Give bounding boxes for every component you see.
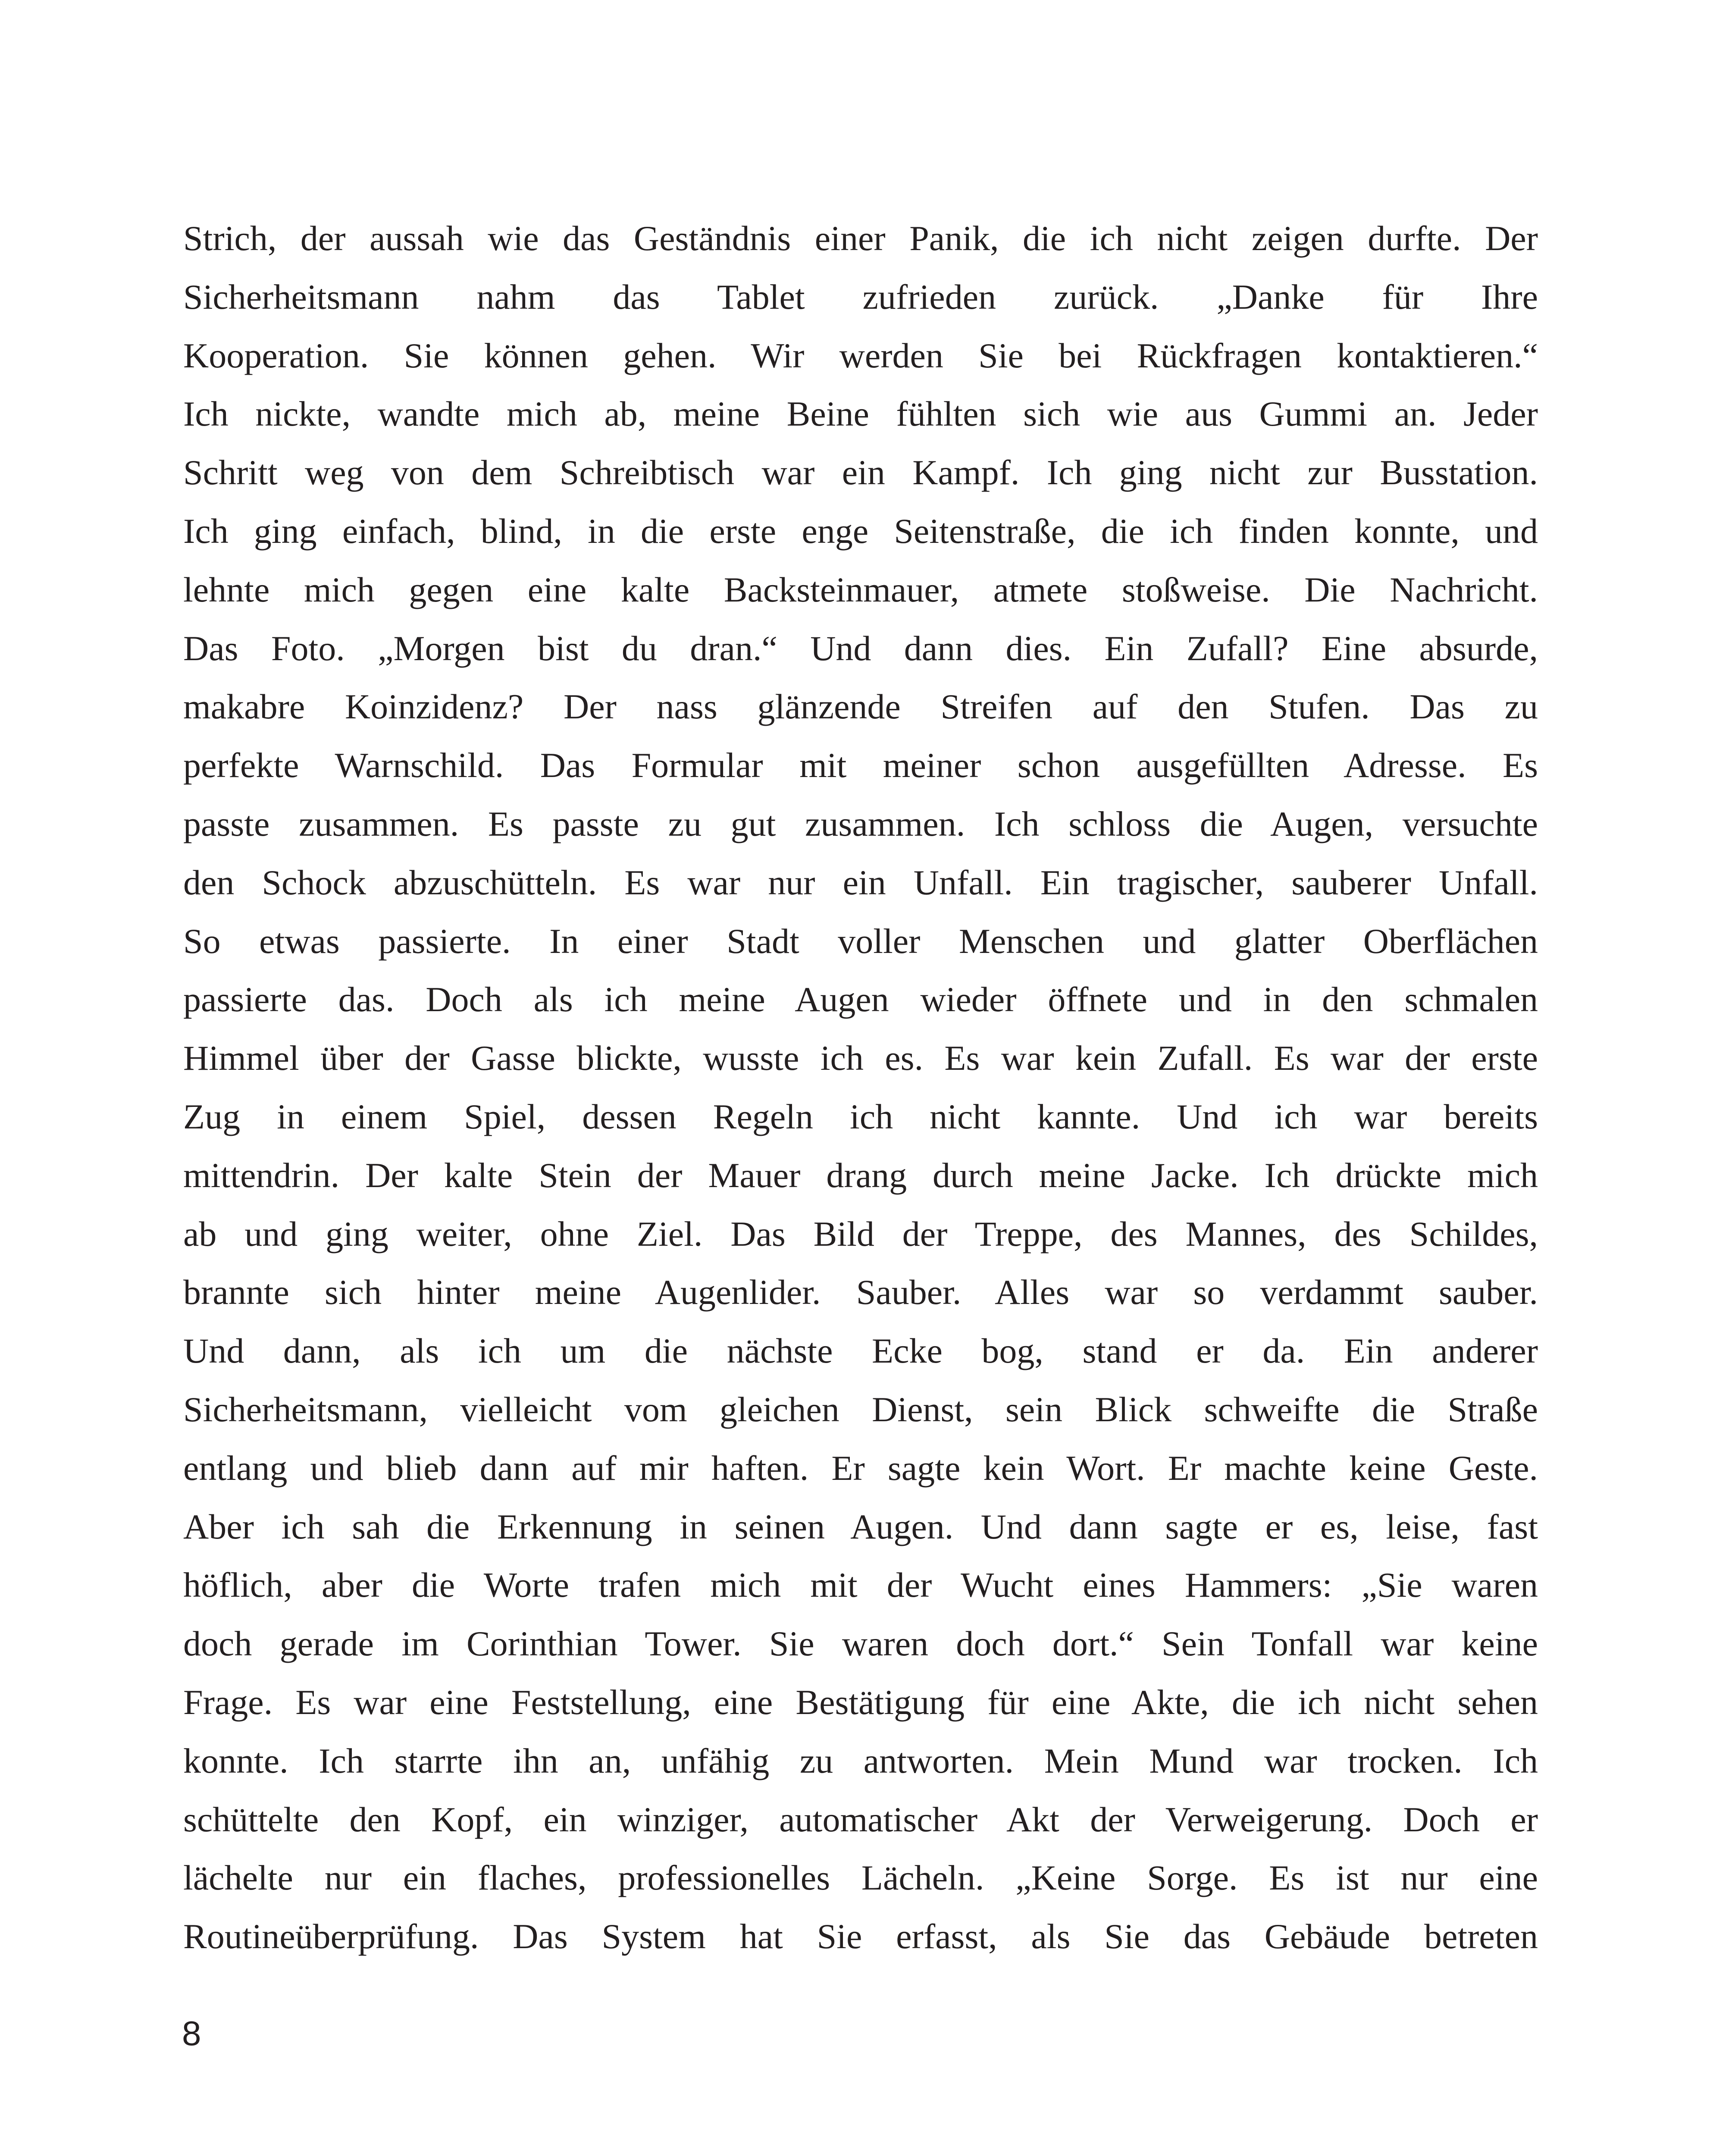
text-line: den Schock abzuschütteln. Es war nur ein Unfall. Ein tragischer, sauberer Unfall. [183, 862, 1538, 902]
text-line: Kooperation. Sie können gehen. Wir werden Sie bei Rückfragen kontaktieren.“ [183, 335, 1538, 375]
text-line: schüttelte den Kopf, ein winziger, automatischer Akt der Verweigerung. Doch er [183, 1799, 1538, 1839]
body-paragraph [183, 209, 1538, 1966]
text-line: So etwas passierte. In einer Stadt voller Menschen und glatter Oberflächen [183, 921, 1538, 961]
text-line: lächelte nur ein flaches, professionelles Lächeln. „Keine Sorge. Es ist nur eine [183, 1858, 1538, 1898]
text-line: Zug in einem Spiel, dessen Regeln ich nicht kannte. Und ich war bereits [183, 1097, 1538, 1136]
text-line: doch gerade im Corinthian Tower. Sie waren doch dort.“ Sein Tonfall war keine [183, 1624, 1538, 1664]
text-line: makabre Koinzidenz? Der nass glänzende Streifen auf den Stufen. Das zu [183, 687, 1538, 727]
text-line: entlang und blieb dann auf mir haften. Er sagte kein Wort. Er machte keine Geste. [183, 1448, 1538, 1488]
text-line: Schritt weg von dem Schreibtisch war ein Kampf. Ich ging nicht zur Busstation. [183, 453, 1538, 492]
text-line: Ich ging einfach, blind, in die erste enge Seitenstraße, die ich finden konnte, und [183, 511, 1538, 551]
text-line: passte zusammen. Es passte zu gut zusammen. Ich schloss die Augen, versuchte [183, 804, 1538, 843]
text-line: Und dann, als ich um die nächste Ecke bog, stand er da. Ein anderer [183, 1331, 1538, 1371]
text-line: lehnte mich gegen eine kalte Backsteinmauer, atmete stoßweise. Die Nachricht. [183, 570, 1538, 609]
text-line: Frage. Es war eine Feststellung, eine Bestätigung für eine Akte, die ich nicht sehen [183, 1682, 1538, 1722]
text-line: Sicherheitsmann, vielleicht vom gleichen Dienst, sein Blick schweifte die Straße [183, 1389, 1538, 1429]
text-line: Strich, der aussah wie das Geständnis einer Panik, die ich nicht zeigen durfte. Der [183, 219, 1538, 258]
text-line: Sicherheitsmann nahm das Tablet zufrieden zurück. „Danke für Ihre [183, 277, 1538, 317]
text-line: brannte sich hinter meine Augenlider. Sauber. Alles war so verdammt sauber. [183, 1272, 1538, 1312]
text-line: passierte das. Doch als ich meine Augen wieder öffnete und in den schmalen [183, 980, 1538, 1019]
text-line: Das Foto. „Morgen bist du dran.“ Und dann dies. Ein Zufall? Eine absurde, [183, 628, 1538, 668]
text-line: Ich nickte, wandte mich ab, meine Beine fühlten sich wie aus Gummi an. Jeder [183, 394, 1538, 434]
page-number: 8 [182, 2014, 201, 2053]
text-line: konnte. Ich starrte ihn an, unfähig zu antworten. Mein Mund war trocken. Ich [183, 1741, 1538, 1780]
text-line: mittendrin. Der kalte Stein der Mauer drang durch meine Jacke. Ich drückte mich [183, 1155, 1538, 1195]
text-line: Aber ich sah die Erkennung in seinen Augen. Und dann sagte er es, leise, fast [183, 1507, 1538, 1546]
text-line: höflich, aber die Worte trafen mich mit der Wucht eines Hammers: „Sie waren [183, 1565, 1538, 1605]
text-line: ab und ging weiter, ohne Ziel. Das Bild der Treppe, des Mannes, des Schildes, [183, 1214, 1538, 1253]
text-line: Routineüberprüfung. Das System hat Sie erfasst, als Sie das Gebäude betreten [183, 1917, 1538, 1956]
text-line: perfekte Warnschild. Das Formular mit meiner schon ausgefüllten Adresse. Es [183, 746, 1538, 785]
text-line: Himmel über der Gasse blickte, wusste ich es. Es war kein Zufall. Es war der erste [183, 1038, 1538, 1078]
